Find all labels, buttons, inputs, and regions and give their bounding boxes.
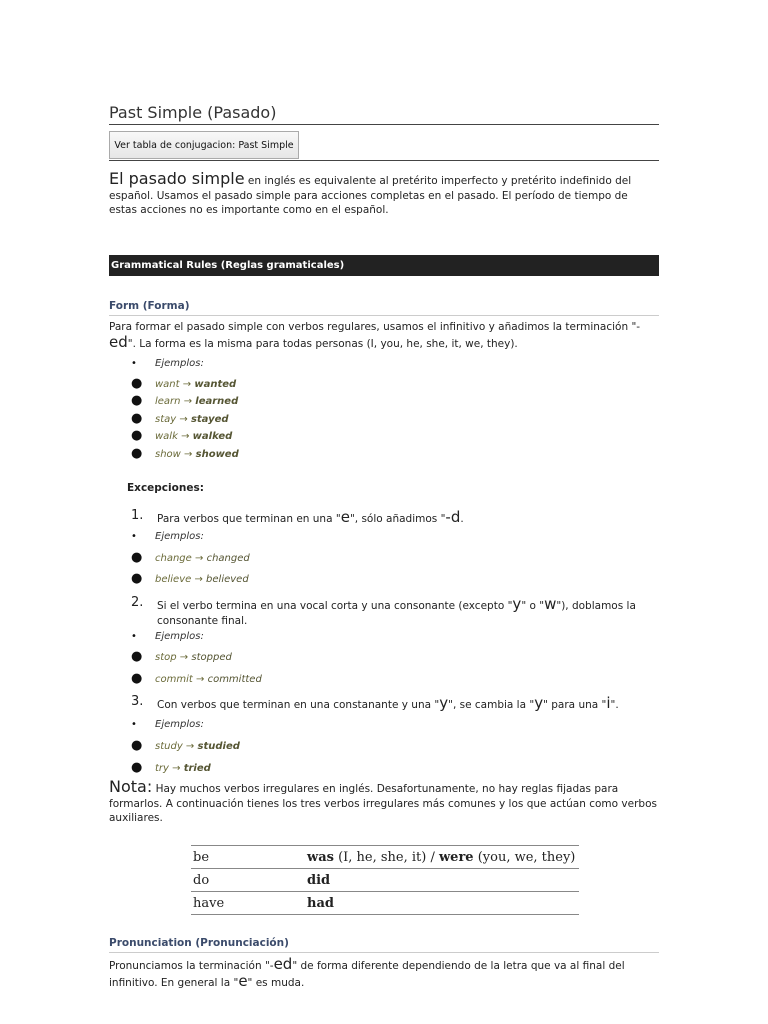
- arrow-icon: →: [183, 396, 193, 407]
- example-result: changed: [206, 553, 250, 564]
- arrow-icon: →: [185, 741, 195, 752]
- list-item: [131, 550, 250, 565]
- example-base: try: [155, 763, 169, 774]
- form-paragraph: [109, 320, 659, 351]
- bullet-icon: •: [131, 719, 137, 730]
- item-text: Con verbos que terminan en una constanante y una ": [157, 699, 440, 711]
- verb-cell: do: [191, 869, 305, 892]
- example-result: wanted: [194, 379, 237, 390]
- list-item: [131, 531, 204, 542]
- example-result: stopped: [191, 652, 232, 663]
- example-result: believed: [206, 574, 249, 585]
- intro-paragraph: [109, 169, 659, 218]
- exceptions-title: Excepciones:: [127, 482, 204, 494]
- arrow-icon: →: [182, 379, 192, 390]
- table-row: [191, 892, 579, 915]
- example-base: stop: [155, 652, 177, 663]
- persons: (I, he, she, it) /: [333, 849, 439, 865]
- bullet-icon: ●: [131, 411, 143, 426]
- examples-label: Ejemplos:: [155, 531, 204, 542]
- example-result: studied: [197, 741, 240, 752]
- bullet-icon: •: [131, 358, 137, 369]
- list-item: [131, 428, 233, 443]
- bullet-icon: •: [131, 531, 137, 542]
- item-number: 2.: [131, 595, 144, 610]
- list-item: [131, 411, 229, 426]
- list-item: [131, 738, 240, 753]
- numbered-item: [131, 595, 657, 628]
- persons: (you, we, they): [473, 849, 576, 865]
- item-text: ", se cambia la ": [448, 699, 535, 711]
- pron-text: " de forma diferente dependiendo de la letra que va al final del infinitivo. En general la ": [109, 960, 625, 989]
- arrow-icon: →: [194, 574, 203, 585]
- example-base: believe: [155, 574, 192, 585]
- example-base: walk: [155, 431, 178, 442]
- nota-text: Hay muchos verbos irregulares en inglés. Desafortunamente, no hay reglas fijadas para formarlos. A continuación tienes los tres verbos irregulares más comunes y los que actúan como verbos auxiliares.: [109, 783, 657, 824]
- item-text: "), doblamos la consonante final.: [157, 600, 636, 627]
- item-text: Si el verbo termina en una vocal corta y una consonante (excepto ": [157, 600, 513, 612]
- bullet-icon: ●: [131, 671, 143, 686]
- example-base: want: [155, 379, 180, 390]
- item-number: 3.: [131, 694, 144, 709]
- bullet-icon: ●: [131, 376, 143, 391]
- table-row: [191, 869, 579, 892]
- examples-label: Ejemplos:: [155, 631, 204, 642]
- bullet-icon: •: [131, 631, 137, 642]
- arrow-icon: →: [172, 763, 181, 774]
- intro-lead: El pasado simple: [109, 169, 245, 188]
- bullet-icon: ●: [131, 760, 143, 775]
- pronunciation-heading: Pronunciation (Pronunciación): [109, 937, 659, 953]
- arrow-icon: →: [181, 431, 190, 442]
- nota-lead: Nota:: [109, 777, 153, 796]
- key-letter: y: [512, 595, 522, 613]
- bullet-icon: ●: [131, 393, 143, 408]
- verb-cell: have: [191, 892, 305, 915]
- list-item: [131, 571, 249, 586]
- examples-label: Ejemplos:: [155, 719, 204, 730]
- arrow-icon: →: [196, 674, 205, 685]
- item-text: Para verbos que terminan en una ": [157, 513, 341, 525]
- form-text-after: ". La forma es la misma para todas personas (I, you, he, she, it, we, they).: [127, 337, 518, 350]
- form-ending: ed: [109, 332, 128, 351]
- bullet-icon: ●: [131, 571, 143, 586]
- past-cell: [305, 846, 579, 869]
- example-base: learn: [155, 396, 181, 407]
- past-form: was: [307, 849, 334, 865]
- list-item: [131, 631, 204, 642]
- list-item: [131, 358, 204, 369]
- pronunciation-paragraph: [109, 957, 659, 990]
- key-letter: ed: [273, 955, 293, 973]
- list-item: [131, 649, 232, 664]
- bullet-icon: ●: [131, 550, 143, 565]
- example-result: committed: [207, 674, 262, 685]
- item-number: 1.: [131, 508, 144, 523]
- past-form: were: [438, 849, 474, 865]
- divider: [109, 160, 659, 161]
- item-text: " o ": [521, 600, 545, 612]
- arrow-icon: →: [195, 553, 204, 564]
- key-letter: y: [439, 694, 449, 712]
- form-text-before: Para formar el pasado simple con verbos regulares, usamos el infinitivo y añadimos la terminación "-: [109, 321, 641, 333]
- item-text: .: [460, 513, 464, 525]
- example-result: showed: [195, 449, 239, 460]
- conjugation-table-button[interactable]: Ver tabla de conjugacion: Past Simple: [109, 131, 299, 159]
- irregular-verbs-table: [191, 845, 579, 915]
- key-letter: e: [238, 971, 248, 990]
- example-result: learned: [195, 396, 239, 407]
- example-base: study: [155, 741, 183, 752]
- past-cell: [305, 869, 579, 892]
- numbered-item: [131, 694, 657, 713]
- form-heading: Form (Forma): [109, 300, 659, 316]
- item-text: ".: [610, 699, 619, 711]
- list-item: [131, 393, 239, 408]
- past-form: did: [307, 872, 331, 888]
- item-text: ", sólo añadimos ": [349, 513, 446, 525]
- list-item: [131, 760, 211, 775]
- example-result: tried: [183, 763, 211, 774]
- key-letter: -d: [445, 508, 461, 526]
- list-item: [131, 671, 262, 686]
- key-letter: w: [544, 595, 557, 613]
- pron-text: Pronunciamos la terminación "-: [109, 960, 274, 972]
- numbered-item: [131, 508, 657, 527]
- list-item: [131, 446, 239, 461]
- key-letter: e: [340, 508, 350, 526]
- past-form: had: [307, 895, 334, 911]
- bullet-icon: ●: [131, 649, 143, 664]
- example-result: walked: [192, 431, 233, 442]
- section-header: Grammatical Rules (Reglas gramaticales): [109, 255, 659, 276]
- list-item: [131, 376, 237, 391]
- pron-text: " es muda.: [247, 976, 305, 989]
- table-row: [191, 846, 579, 869]
- key-letter: i: [606, 694, 611, 712]
- bullet-icon: ●: [131, 446, 143, 461]
- example-base: show: [155, 449, 181, 460]
- examples-label: Ejemplos:: [155, 358, 204, 369]
- example-base: change: [155, 553, 192, 564]
- example-result: stayed: [190, 414, 229, 425]
- past-cell: [305, 892, 579, 915]
- verb-cell: be: [191, 846, 305, 869]
- list-item: [131, 719, 204, 730]
- page-title: Past Simple (Pasado): [109, 103, 659, 125]
- bullet-icon: ●: [131, 428, 143, 443]
- item-text: " para una ": [543, 699, 607, 711]
- example-base: commit: [155, 674, 193, 685]
- example-base: stay: [155, 414, 177, 425]
- arrow-icon: →: [179, 652, 189, 663]
- bullet-icon: ●: [131, 738, 143, 753]
- arrow-icon: →: [179, 414, 188, 425]
- nota-paragraph: [109, 777, 659, 826]
- key-letter: y: [534, 694, 544, 712]
- intro-text: en inglés es equivalente al pretérito imperfecto y pretérito indefinido del español. Usamos el pasado simple para acciones completas en el pasado. El período de tiempo de estas acciones no es importante como en el español.: [109, 175, 632, 216]
- arrow-icon: →: [184, 449, 193, 460]
